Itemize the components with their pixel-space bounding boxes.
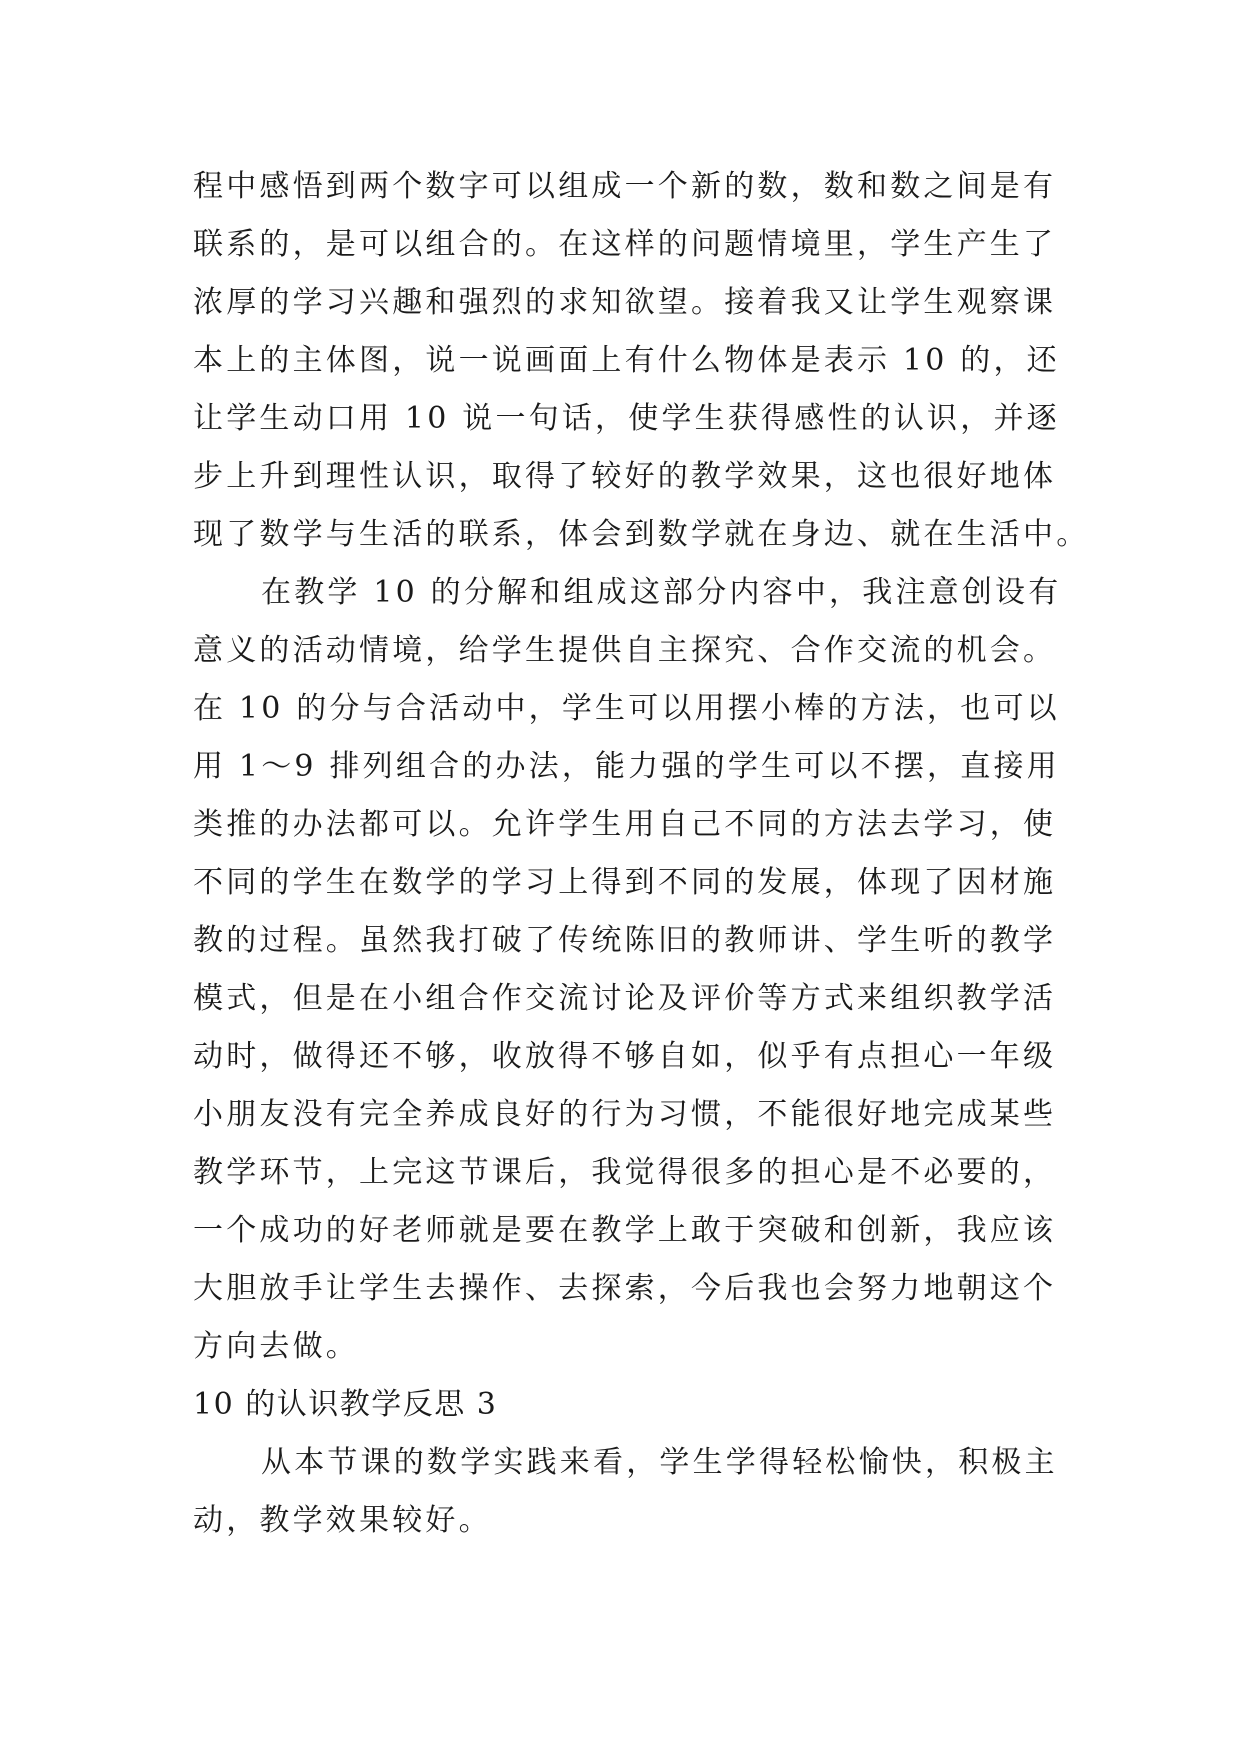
text-line: 类推的办法都可以。允许学生用自己不同的方法去学习，使 (193, 807, 1057, 842)
text-line: 一个成功的好老师就是要在教学上敢于突破和创新，我应该 (193, 1213, 1057, 1248)
text-line: 用 1～9 排列组合的办法，能力强的学生可以不摆，直接用 (193, 749, 1060, 784)
section-title: 10 的认识教学反思 3 (193, 1387, 498, 1422)
text-line: 联系的，是可以组合的。在这样的问题情境里，学生产生了 (193, 227, 1057, 262)
text-line: 教学环节，上完这节课后，我觉得很多的担心是不必要的， (193, 1155, 1057, 1190)
document-body (193, 158, 1090, 1550)
paragraph-2 (193, 564, 1073, 1376)
text-line: 不同的学生在数学的学习上得到不同的发展，体现了因材施 (193, 865, 1057, 900)
paragraph-continued (193, 158, 1090, 564)
text-line: 现了数学与生活的联系，体会到数学就在身边、就在生活中。 (193, 517, 1090, 552)
text-line: 步上升到理性认识，取得了较好的教学效果，这也很好地体 (193, 459, 1057, 494)
text-line: 小朋友没有完全养成良好的行为习惯，不能很好地完成某些 (193, 1097, 1057, 1132)
paragraph-3 (193, 1434, 1073, 1550)
text-line: 浓厚的学习兴趣和强烈的求知欲望。接着我又让学生观察课 (193, 285, 1057, 320)
text-line: 教的过程。虽然我打破了传统陈旧的教师讲、学生听的教学 (193, 923, 1057, 958)
text-line: 方向去做。 (193, 1329, 359, 1364)
text-line: 从本节课的数学实践来看，学生学得轻松愉快，积极主 (261, 1445, 1058, 1480)
text-line: 程中感悟到两个数字可以组成一个新的数，数和数之间是有 (193, 169, 1057, 204)
text-line: 让学生动口用 10 说一句话，使学生获得感性的认识，并逐 (193, 401, 1060, 436)
text-line: 本上的主体图，说一说画面上有什么物体是表示 10 的，还 (193, 343, 1060, 378)
text-line: 在 10 的分与合活动中，学生可以用摆小棒的方法，也可以 (193, 691, 1060, 726)
text-line: 模式，但是在小组合作交流讨论及评价等方式来组织教学活 (193, 981, 1057, 1016)
text-line: 大胆放手让学生去操作、去探索，今后我也会努力地朝这个 (193, 1271, 1057, 1306)
text-line: 意义的活动情境，给学生提供自主探究、合作交流的机会。 (193, 633, 1057, 668)
text-line: 动，教学效果较好。 (193, 1503, 492, 1538)
text-line: 在教学 10 的分解和组成这部分内容中，我注意创设有 (261, 575, 1062, 610)
text-line: 动时，做得还不够，收放得不够自如，似乎有点担心一年级 (193, 1039, 1057, 1074)
